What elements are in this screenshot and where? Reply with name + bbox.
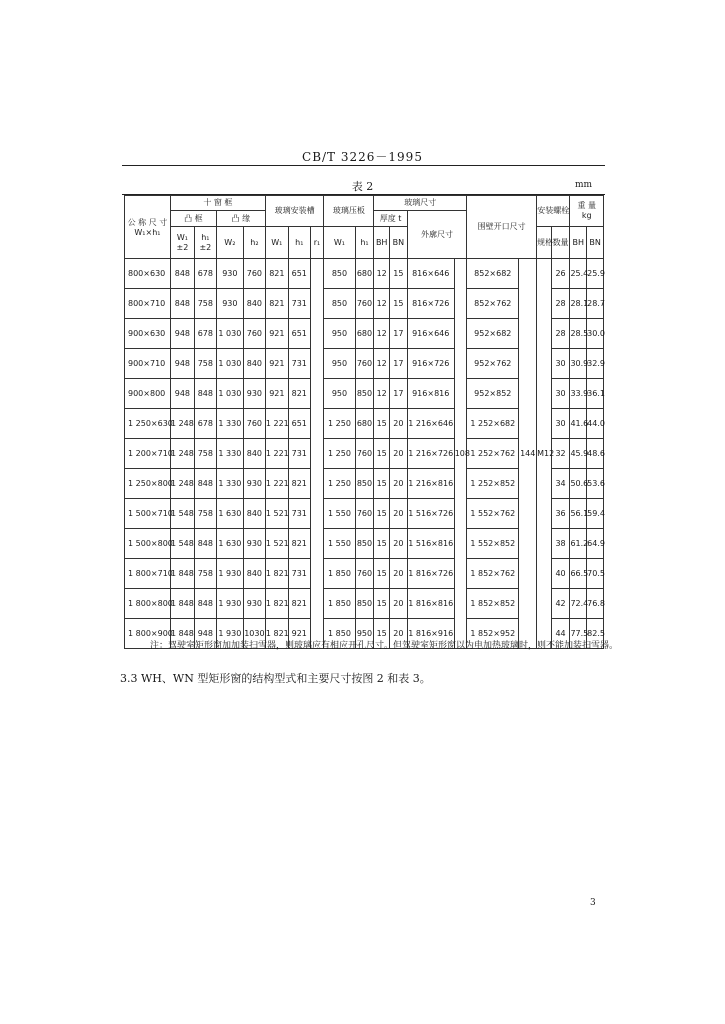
- col-h1: h₁ ±2: [194, 227, 216, 259]
- col-bolt: 安装螺栓: [537, 196, 570, 227]
- table-cell: 948: [170, 319, 194, 349]
- col-qty: 数量: [551, 227, 570, 259]
- table-cell: 1 330: [216, 409, 243, 439]
- table-cell: 1 216×646: [407, 409, 454, 439]
- table-cell: 15: [390, 259, 408, 289]
- dimension-table: [124, 195, 604, 649]
- table-cell: 20: [390, 559, 408, 589]
- table-cell: 30: [551, 349, 570, 379]
- table-cell: 850: [324, 259, 355, 289]
- table-cell: 30.9: [570, 349, 587, 379]
- table-cell: 1 850: [324, 589, 355, 619]
- table-cell: 1 250: [324, 469, 355, 499]
- table-cell: 32.9: [587, 349, 604, 379]
- table-cell: 760: [355, 559, 374, 589]
- table-cell: 20: [390, 589, 408, 619]
- table-unit: mm: [575, 180, 593, 190]
- table-cell: 1 330: [216, 469, 243, 499]
- table-cell: 15: [390, 289, 408, 319]
- col-bh: BH: [374, 227, 390, 259]
- table-cell: 12: [374, 349, 390, 379]
- bolt-spec-cell: M12: [537, 259, 552, 649]
- table-cell: 12: [374, 289, 390, 319]
- col-ws: W₁: [265, 227, 288, 259]
- table-cell: 930: [243, 529, 265, 559]
- table-cell: 952×852: [467, 379, 519, 409]
- col-hp: h₁: [355, 227, 374, 259]
- table-cell: 26: [551, 259, 570, 289]
- table-cell: 731: [288, 559, 310, 589]
- table-cell: 1 500×800: [125, 529, 171, 559]
- col-outer: 外廓尺寸: [407, 211, 466, 259]
- table-cell: 758: [194, 289, 216, 319]
- table-cell: 1 030: [216, 349, 243, 379]
- table-cell: 848: [170, 259, 194, 289]
- table-cell: 850: [355, 469, 374, 499]
- table-cell: 53.6: [587, 469, 604, 499]
- table-cell: 1 030: [216, 319, 243, 349]
- table-cell: 20: [390, 409, 408, 439]
- table-cell: 950: [324, 319, 355, 349]
- table-cell: 28: [551, 289, 570, 319]
- table-cell: 848: [170, 289, 194, 319]
- col-bn: BN: [390, 227, 408, 259]
- table-cell: 1 248: [170, 469, 194, 499]
- table-cell: 900×630: [125, 319, 171, 349]
- table-cell: 651: [288, 319, 310, 349]
- table-cell: 950: [324, 379, 355, 409]
- table-cell: 760: [243, 259, 265, 289]
- table-cell: 948: [170, 349, 194, 379]
- table-cell: 1 800×710: [125, 559, 171, 589]
- table-cell: 42: [551, 589, 570, 619]
- table-cell: 34: [551, 469, 570, 499]
- table-cell: 45.9: [570, 439, 587, 469]
- table-cell: 930: [243, 589, 265, 619]
- col-frame-group: 十 窗 框: [170, 196, 265, 211]
- table-cell: 678: [194, 319, 216, 349]
- table-cell: 1 252×762: [467, 439, 519, 469]
- table-cell: 848: [194, 379, 216, 409]
- table-cell: 36: [551, 499, 570, 529]
- table-cell: 1 848: [170, 619, 194, 649]
- table-cell: 930: [216, 259, 243, 289]
- col-weight-bh: BH: [570, 227, 587, 259]
- r-merged-cell: 108: [454, 259, 467, 649]
- table-cell: 900×710: [125, 349, 171, 379]
- table-cell: 921: [265, 379, 288, 409]
- table-cell: 32: [551, 439, 570, 469]
- table-cell: 840: [243, 349, 265, 379]
- table-cell: 1 221: [265, 469, 288, 499]
- table-note: 注：驾驶室矩形窗加加装扫雪器，则玻璃应有相应开孔尺寸。但驾驶室矩形窗以为电加热玻璃时，则不能加装扫雪器。: [150, 641, 619, 651]
- table-cell: 59.4: [587, 499, 604, 529]
- table-cell: 758: [194, 499, 216, 529]
- table-cell: 850: [324, 289, 355, 319]
- table-cell: 930: [243, 379, 265, 409]
- table-cell: 12: [374, 259, 390, 289]
- table-cell: 758: [194, 349, 216, 379]
- table-cell: 56.1: [570, 499, 587, 529]
- table-cell: 921: [265, 349, 288, 379]
- header-rule: [122, 165, 605, 166]
- table-cell: 850: [355, 529, 374, 559]
- table-cell: 760: [243, 409, 265, 439]
- table-cell: 840: [243, 289, 265, 319]
- table-cell: 17: [390, 379, 408, 409]
- table-cell: 66.5: [570, 559, 587, 589]
- table-cell: 651: [288, 409, 310, 439]
- table-cell: 1 216×816: [407, 469, 454, 499]
- table-cell: 1 030: [216, 379, 243, 409]
- table-cell: 40: [551, 559, 570, 589]
- table-cell: 28.7: [587, 289, 604, 319]
- table-cell: 1 930: [216, 619, 243, 649]
- table-cell: 1 848: [170, 559, 194, 589]
- table-cell: 28.5: [570, 319, 587, 349]
- col-glass-slot: 玻璃安装槽: [265, 196, 323, 227]
- table-cell: 1 521: [265, 499, 288, 529]
- table-cell: 731: [288, 439, 310, 469]
- table-caption: 表 2: [351, 180, 374, 193]
- col-glass-size: 玻璃尺寸: [374, 196, 467, 211]
- table-cell: 680: [355, 259, 374, 289]
- table-cell: 848: [194, 589, 216, 619]
- table-cell: 15: [374, 589, 390, 619]
- table-cell: 821: [288, 529, 310, 559]
- table-cell: 930: [216, 289, 243, 319]
- table-cell: 948: [170, 379, 194, 409]
- table-cell: 30: [551, 409, 570, 439]
- table-cell: 950: [324, 349, 355, 379]
- table-cell: 840: [243, 499, 265, 529]
- table-cell: 82.5: [587, 619, 604, 649]
- table-cell: 950: [355, 619, 374, 649]
- table-cell: 916×646: [407, 319, 454, 349]
- col-h2: h₂: [243, 227, 265, 259]
- table-cell: 36.1: [587, 379, 604, 409]
- col-thickness: 厚度 t: [374, 211, 407, 227]
- table-cell: 1 252×682: [467, 409, 519, 439]
- table-cell: 731: [288, 499, 310, 529]
- table-cell: 20: [390, 439, 408, 469]
- table-cell: 821: [265, 259, 288, 289]
- standard-header: CB/T 3226－1995: [302, 150, 423, 164]
- col-press-plate: 玻璃压板: [324, 196, 374, 227]
- col-nominal: 公 称 尺 寸 W₁×h₁: [125, 196, 171, 259]
- table-cell: 1 516×816: [407, 529, 454, 559]
- table-cell: 840: [243, 439, 265, 469]
- table-cell: 1 521: [265, 529, 288, 559]
- table-cell: 15: [374, 499, 390, 529]
- table-cell: 1 221: [265, 439, 288, 469]
- table-cell: 760: [355, 289, 374, 319]
- table-cell: 1 548: [170, 499, 194, 529]
- col-w1: W₁ ±2: [170, 227, 194, 259]
- table-cell: 921: [265, 319, 288, 349]
- table-cell: 760: [355, 349, 374, 379]
- col-convex: 凸 框: [170, 211, 216, 227]
- table-cell: 15: [374, 619, 390, 649]
- table-cell: 821: [288, 379, 310, 409]
- table-cell: 731: [288, 349, 310, 379]
- table-cell: 1 250: [324, 439, 355, 469]
- table-cell: 64.9: [587, 529, 604, 559]
- table-cell: 852×682: [467, 259, 519, 289]
- col-bulkhead: 围壁开口尺寸: [467, 196, 537, 259]
- table-cell: 680: [355, 319, 374, 349]
- table-cell: 1 930: [216, 559, 243, 589]
- table-cell: 1 852×852: [467, 589, 519, 619]
- table-cell: 12: [374, 379, 390, 409]
- table-cell: 17: [390, 319, 408, 349]
- table-cell: 930: [243, 469, 265, 499]
- table-cell: 1 852×952: [467, 619, 519, 649]
- table-cell: 61.2: [570, 529, 587, 559]
- table-cell: 848: [194, 469, 216, 499]
- table-cell: 1030: [243, 619, 265, 649]
- table-cell: 1 848: [170, 589, 194, 619]
- table-cell: 948: [194, 619, 216, 649]
- table-cell: 1 816×726: [407, 559, 454, 589]
- table-cell: 1 550: [324, 499, 355, 529]
- table-cell: 15: [374, 529, 390, 559]
- table-cell: 1 216×726: [407, 439, 454, 469]
- table-cell: 680: [355, 409, 374, 439]
- table-cell: 678: [194, 409, 216, 439]
- table-cell: 44: [551, 619, 570, 649]
- table-cell: 77.5: [570, 619, 587, 649]
- table-cell: 1 250×800: [125, 469, 171, 499]
- table-cell: 12: [374, 319, 390, 349]
- table-cell: 758: [194, 439, 216, 469]
- table-cell: 1 550: [324, 529, 355, 559]
- table-cell: 651: [288, 259, 310, 289]
- table-cell: 15: [374, 439, 390, 469]
- table-cell: 1 850: [324, 619, 355, 649]
- table-cell: 850: [355, 589, 374, 619]
- table-cell: 1 516×726: [407, 499, 454, 529]
- table-cell: 1 552×762: [467, 499, 519, 529]
- table-cell: 760: [243, 319, 265, 349]
- table-body: [125, 259, 604, 649]
- col-weight: 重 量 kg: [570, 196, 604, 227]
- table-cell: 1 850: [324, 559, 355, 589]
- table-cell: 1 548: [170, 529, 194, 559]
- table-cell: 1 930: [216, 589, 243, 619]
- table-cell: 760: [355, 499, 374, 529]
- table-cell: 25.9: [587, 259, 604, 289]
- table-cell: 28: [551, 319, 570, 349]
- table-cell: 758: [194, 559, 216, 589]
- table-cell: 900×800: [125, 379, 171, 409]
- table-cell: 800×710: [125, 289, 171, 319]
- table-cell: 1 200×710: [125, 439, 171, 469]
- table-cell: 1 816×816: [407, 589, 454, 619]
- table-cell: 821: [288, 469, 310, 499]
- table-cell: 1 821: [265, 559, 288, 589]
- table-cell: 916×816: [407, 379, 454, 409]
- table-cell: 1 630: [216, 529, 243, 559]
- table-cell: 33.9: [570, 379, 587, 409]
- table-cell: 816×726: [407, 289, 454, 319]
- table-cell: 1 248: [170, 439, 194, 469]
- table-cell: 1 852×762: [467, 559, 519, 589]
- clause-3-3: 3.3 WH、WN 型矩形窗的结构型式和主要尺寸按图 2 和表 3。: [120, 672, 431, 685]
- table-cell: 72.4: [570, 589, 587, 619]
- table-cell: 821: [288, 589, 310, 619]
- table-cell: 678: [194, 259, 216, 289]
- table-cell: 1 800×800: [125, 589, 171, 619]
- table-cell: 38: [551, 529, 570, 559]
- table-cell: 30: [551, 379, 570, 409]
- table-cell: 852×762: [467, 289, 519, 319]
- col-wp: W₁: [324, 227, 355, 259]
- table-cell: 1 821: [265, 589, 288, 619]
- table-cell: 44.0: [587, 409, 604, 439]
- table-cell: 850: [355, 379, 374, 409]
- table-cell: 1 821: [265, 619, 288, 649]
- table-cell: 1 500×710: [125, 499, 171, 529]
- table-cell: 15: [374, 409, 390, 439]
- table-cell: 25.4: [570, 259, 587, 289]
- col-rs: r₁: [310, 227, 324, 259]
- table-cell: 848: [194, 529, 216, 559]
- table-cell: 20: [390, 619, 408, 649]
- table-cell: 1 630: [216, 499, 243, 529]
- table-cell: 41.6: [570, 409, 587, 439]
- table-cell: 760: [355, 439, 374, 469]
- table-cell: 952×762: [467, 349, 519, 379]
- table-cell: 20: [390, 469, 408, 499]
- table-cell: 15: [374, 469, 390, 499]
- page-number: 3: [590, 898, 596, 908]
- table-cell: 1 800×900: [125, 619, 171, 649]
- table-cell: 28.1: [570, 289, 587, 319]
- rs-merged-cell: [310, 259, 324, 649]
- col-spec: 规格: [537, 227, 552, 259]
- table-cell: 1 252×852: [467, 469, 519, 499]
- table-cell: 916×726: [407, 349, 454, 379]
- table-cell: 840: [243, 559, 265, 589]
- table-cell: 15: [374, 559, 390, 589]
- table-cell: 1 552×852: [467, 529, 519, 559]
- col-concave: 凸 缘: [216, 211, 265, 227]
- table-cell: 76.8: [587, 589, 604, 619]
- table-cell: 30.0: [587, 319, 604, 349]
- table-cell: 921: [288, 619, 310, 649]
- table-cell: 1 221: [265, 409, 288, 439]
- table-cell: 48.6: [587, 439, 604, 469]
- table-cell: 952×682: [467, 319, 519, 349]
- table-cell: 816×646: [407, 259, 454, 289]
- table-cell: 1 816×916: [407, 619, 454, 649]
- table-cell: 731: [288, 289, 310, 319]
- table-cell: 1 248: [170, 409, 194, 439]
- table-cell: 70.5: [587, 559, 604, 589]
- table-cell: 17: [390, 349, 408, 379]
- col-weight-bn: BN: [587, 227, 604, 259]
- r6-merged-cell: 144: [519, 259, 537, 649]
- table-cell: 50.6: [570, 469, 587, 499]
- table-cell: 1 250: [324, 409, 355, 439]
- table-cell: 20: [390, 499, 408, 529]
- table-cell: 821: [265, 289, 288, 319]
- table-cell: 1 330: [216, 439, 243, 469]
- table-cell: 800×630: [125, 259, 171, 289]
- col-w2: W₂: [216, 227, 243, 259]
- table-cell: 20: [390, 529, 408, 559]
- table-cell: 1 250×630: [125, 409, 171, 439]
- table-row: [125, 259, 604, 289]
- col-hs: h₁: [288, 227, 310, 259]
